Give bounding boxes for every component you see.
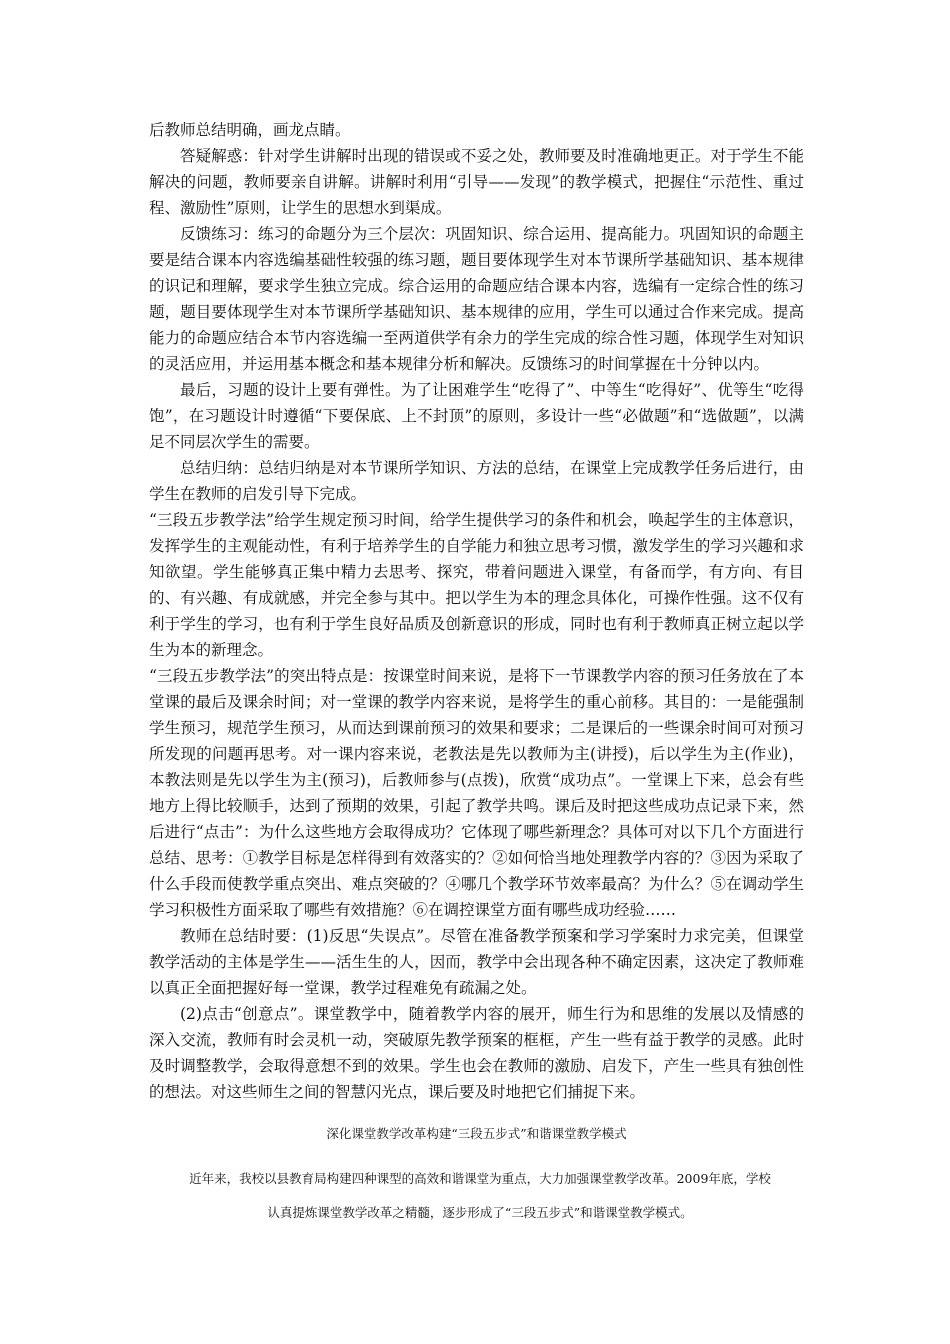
- intro-line: 认真提炼课堂教学改革之精髓，逐步形成了“三段五步式”和谐课堂教学模式。: [267, 1205, 693, 1220]
- intro-text: [130, 1162, 830, 1230]
- paragraph: 总结归纳：总结归纳是对本节课所学知识、方法的总结，在课堂上完成教学任务后进行，由学生在教师的启发引导下完成。: [149, 459, 804, 503]
- paragraph: 后教师总结明确，画龙点睛。: [149, 121, 351, 139]
- paragraph: (2)点击“创意点”。课堂教学中，随着教学内容的展开，师生行为和思维的发展以及情感的深入交流，教师有时会灵机一动，突破原先教学预案的框框，产生一些有益于教学的灵感。此时及时调整教学，会取得意想不到的效果。学生也会在教师的激励、启发下，产生一些具有独创性的想法。对这些师生之间的智慧闪光点，课后要及时地把它们捕捉下来。: [149, 1005, 804, 1101]
- paragraph: 最后，习题的设计上要有弹性。为了让困难学生“吃得了”、中等生“吃得好”、优等生“吃得饱”，在习题设计时遵循“下要保底、上不封顶”的原则，多设计一些“必做题”和“选做题”，以满足不同层次学生的需要。: [149, 381, 804, 451]
- body-text: [149, 117, 804, 1105]
- section-title: 深化课堂教学改革构建“三段五步式”和谐课堂教学模式: [326, 1126, 627, 1141]
- intro-line: 近年来，我校以县教育局构建四种课型的高效和谐课堂为重点，大力加强课堂教学改革。2009年底，学校: [189, 1171, 771, 1186]
- paragraph: “三段五步教学法”的突出特点是：按课堂时间来说，是将下一节课教学内容的预习任务放在了本堂课的最后及课余时间；对一堂课的教学内容来说，是将学生的重心前移。其目的：一是能强制学生预习，规范学生预习，从而达到课前预习的效果和要求；二是课后的一些课余时间可对预习所发现的问题再思考。对一课内容来说，老教法是先以教师为主(讲授)，后以学生为主(作业)，本教法则是先以学生为主(预习)，后教师参与(点拨)，欣赏“成功点”。一堂课上下来，总会有些地方上得比较顺手，达到了预期的效果，引起了教学共鸣。课后及时把这些成功点记录下来，然后进行“点击”：为什么这些地方会取得成功？它体现了哪些新理念？具体可对以下几个方面进行总结、思考：①教学目标是怎样得到有效落实的？②如何恰当地处理教学内容的？③因为采取了什么手段而使教学重点突出、难点突破的？④哪几个教学环节效率最高？为什么？⑤在调动学生学习积极性方面采取了哪些有效措施？⑥在调控课堂方面有哪些成功经验……: [149, 667, 804, 919]
- paragraph: 教师在总结时要：(1)反思“失误点”。尽管在准备教学预案和学习学案时力求完美，但课堂教学活动的主体是学生——活生生的人，因而，教学中会出现各种不确定因素，这决定了教师难以真正全面把握好每一堂课，教学过程难免有疏漏之处。: [149, 927, 804, 997]
- paragraph: 反馈练习：练习的命题分为三个层次：巩固知识、综合运用、提高能力。巩固知识的命题主要是结合课本内容选编基础性较强的练习题，题目要体现学生对本节课所学基础知识、基本规律的识记和理解，要求学生独立完成。综合运用的命题应结合课本内容，选编有一定综合性的练习题，题目要体现学生对本节课所学基础知识、基本规律的应用，学生可以通过合作来完成。提高能力的命题应结合本节内容选编一至两道供学有余力的学生完成的综合性习题，体现学生对知识的灵活应用，并运用基本概念和基本规律分析和解决。反馈练习的时间掌握在十分钟以内。: [149, 225, 804, 373]
- paragraph: “三段五步教学法”给学生规定预习时间，给学生提供学习的条件和机会，唤起学生的主体意识，发挥学生的主观能动性，有利于培养学生的自学能力和独立思考习惯，激发学生的学习兴趣和求知欲望。学生能够真正集中精力去思考、探究，带着问题进入课堂，有备而学，有方向、有目的、有兴趣、有成就感，并完全参与其中。把以学生为本的理念具体化，可操作性强。这不仅有利于学生的学习，也有利于学生良好品质及创新意识的形成，同时也有利于教师真正树立起以学生为本的新理念。: [149, 511, 804, 659]
- paragraph: 答疑解惑：针对学生讲解时出现的错误或不妥之处，教师要及时准确地更正。对于学生不能解决的问题，教师要亲自讲解。讲解时利用“引导——发现”的教学模式，把握住“示范性、重过程、激励性”原则，让学生的思想水到渠成。: [149, 147, 804, 217]
